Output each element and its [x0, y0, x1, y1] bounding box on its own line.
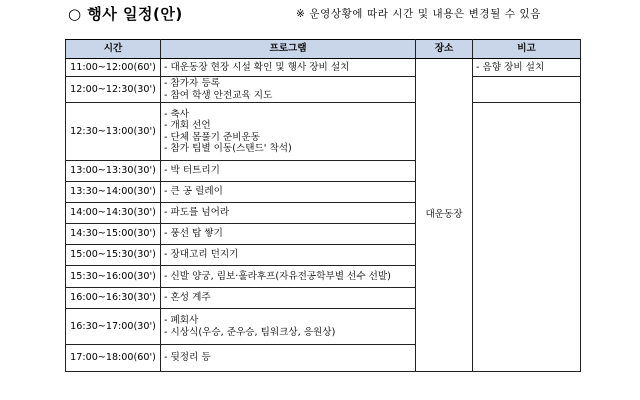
time-cell: 14:00~14:30(30') [66, 203, 161, 224]
program-line: - 혼성 계주 [164, 292, 211, 304]
table-row [66, 103, 581, 161]
table-row [66, 77, 581, 103]
time-cell: 13:00~13:30(30') [66, 161, 161, 182]
time-cell: 12:00~12:30(30') [66, 77, 161, 103]
program-line: - 대운동장 현장 시설 확인 및 행사 장비 설치 [164, 61, 350, 73]
time-cell: 11:00~12:00(60') [66, 59, 161, 77]
time-cell: 15:00~15:30(30') [66, 245, 161, 266]
program-cell [161, 309, 416, 345]
time-cell: 13:30~14:00(30') [66, 182, 161, 203]
program-line: - 박 터트리기 [164, 165, 220, 177]
section-title: ○ 행사 일정(안) [68, 5, 183, 23]
program-cell [161, 77, 416, 103]
program-cell [161, 182, 416, 203]
program-line: - 시상식(우승, 준우승, 팀워크상, 응원상) [164, 326, 336, 338]
program-cell [161, 345, 416, 372]
column-header-time: 시간 [66, 40, 161, 59]
time-cell: 17:00~18:00(60') [66, 345, 161, 372]
program-line: - 큰 공 릴레이 [164, 186, 223, 198]
program-line: - 뒷정리 등 [164, 352, 211, 364]
time-cell: 15:30~16:00(30') [66, 266, 161, 288]
note-cell [473, 77, 581, 103]
time-cell: 14:30~15:00(30') [66, 224, 161, 245]
program-line: - 개회 선언 [164, 120, 211, 131]
schedule-table [65, 39, 581, 372]
program-cell [161, 288, 416, 309]
program-cell [161, 103, 416, 161]
program-cell [161, 161, 416, 182]
schedule-notice: ※ 운영상황에 따라 시간 및 내용은 변경될 수 있음 [296, 8, 542, 20]
program-line: - 장대고리 던지기 [164, 249, 239, 261]
program-line: - 단체 몸풀기 준비운동 [164, 131, 261, 143]
program-cell [161, 224, 416, 245]
program-line: - 파도를 넘어라 [164, 207, 230, 219]
program-cell [161, 245, 416, 266]
column-header-note: 비고 [473, 40, 581, 59]
program-cell [161, 266, 416, 288]
column-header-place: 장소 [416, 40, 473, 59]
schedule-body [66, 59, 581, 372]
place-cell: 대운동장 [416, 59, 473, 372]
program-line: - 풍선 탑 쌓기 [164, 228, 223, 240]
program-cell [161, 59, 416, 77]
program-line: - 참가자 등록 [164, 78, 220, 89]
program-line: - 참여 학생 안전교육 지도 [164, 89, 273, 101]
table-header-row [66, 40, 581, 59]
time-cell: 12:30~13:00(30') [66, 103, 161, 161]
program-line: - 축사 [164, 108, 190, 120]
time-cell: 16:00~16:30(30') [66, 288, 161, 309]
time-cell: 16:30~17:00(30') [66, 309, 161, 345]
note-cell: - 음향 장비 설치 [473, 59, 581, 77]
program-line: - 폐회사 [164, 315, 199, 326]
column-header-program: 프로그램 [161, 40, 416, 59]
table-row [66, 59, 581, 77]
program-line: - 신발 양궁, 림보·훌라후프(자유전공학부별 선수 선발) [164, 270, 391, 282]
note-cell [473, 103, 581, 372]
program-cell [161, 203, 416, 224]
document-header [0, 0, 640, 34]
program-line: - 참가 팀별 이동(스탠드' 착석) [164, 143, 292, 154]
